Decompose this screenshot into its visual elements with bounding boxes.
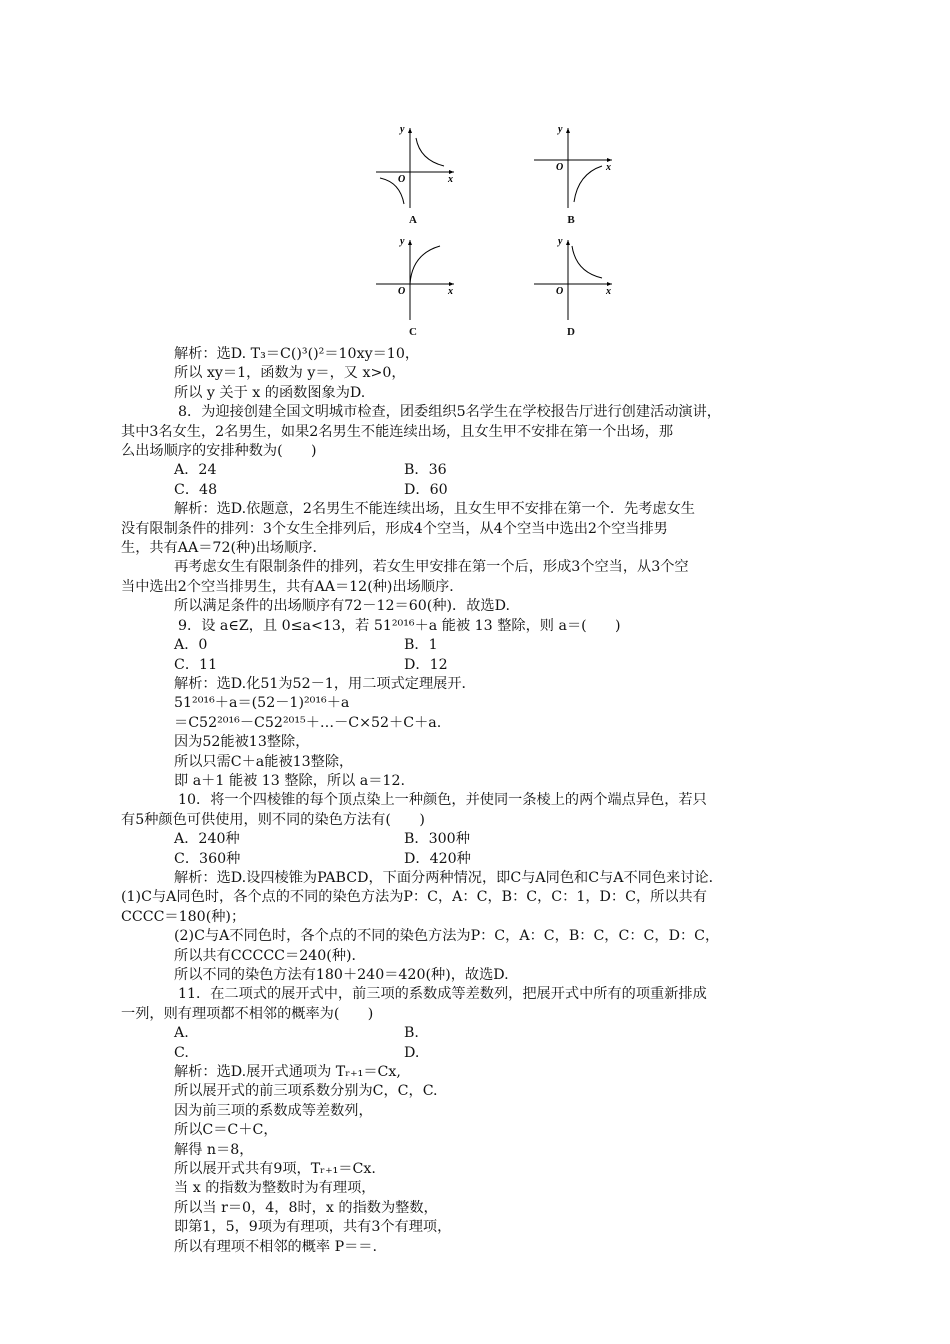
origin-label: O (556, 162, 564, 173)
origin-label: O (398, 286, 406, 297)
q8-solution-line: 再考虑女生有限制条件的排列，若女生甲安排在第一个后，形成3个空当，从3个空 (174, 559, 689, 576)
q11-stem-line: 11．在二项式的展开式中，前三项的系数成等差数列，把展开式中所有的项重新排成 (178, 986, 707, 1003)
figure-d-plot (526, 232, 616, 322)
q11-solution-line: 因为前三项的系数成等差数列， (174, 1102, 373, 1119)
document-body (121, 345, 830, 1257)
q11-stem-line: 一列，则有理项都不相邻的概率为( ) (121, 1005, 374, 1022)
figure-c-label: C (409, 326, 417, 338)
q8-solution-line: 解析：选D.依题意，2名男生不能连续出场，且女生甲不安排在第一个．先考虑女生 (174, 501, 695, 518)
y-axis-label: y (558, 124, 563, 135)
q10-stem-line: 有5种颜色可供使用，则不同的染色方法有( ) (121, 811, 425, 828)
q11-solution-line: 所以当 r＝0，4，8时，x 的指数为整数， (174, 1199, 438, 1216)
q10-option-c: C．360种 (174, 850, 241, 867)
figure-c-plot (368, 232, 458, 322)
q9-solution-line: 解析：选D.化51为52－1，用二项式定理展开． (174, 675, 476, 692)
q11-solution-line: 所以展开式共有9项，Tᵣ₊₁＝Cx. (174, 1161, 376, 1178)
q7-solution-line: 解析：选D. T₃＝C()³()²＝10xy＝10， (174, 346, 420, 362)
figure-d (526, 232, 616, 337)
q9-option-c: C．11 (174, 656, 218, 673)
q9-option-b: B．1 (404, 637, 438, 654)
q11-option-b: B. (404, 1025, 419, 1042)
q8-solution-line: 当中选出2个空当排男生，共有AA＝12(种)出场顺序． (121, 578, 464, 595)
q8-stem-line: 8．为迎接创建全国文明城市检查，团委组织5名学生在学校报告厅进行创建活动演讲， (178, 404, 721, 421)
x-axis-label: x (606, 162, 611, 173)
figure-c (368, 232, 458, 337)
q8-options-row (174, 461, 830, 480)
x-axis-label: x (448, 174, 453, 185)
origin-label: O (398, 174, 406, 185)
q11-solution-line: 所以有理项不相邻的概率 P＝＝. (174, 1238, 378, 1255)
q9-solution-line: 所以只需C＋a能被13整除， (174, 753, 354, 770)
q9-stem: 9．设 a∈Z，且 0≤a<13，若 51²⁰¹⁶＋a 能被 13 整除，则 a＝( ) (178, 617, 621, 634)
figure-b-label: B (567, 214, 575, 226)
q9-options-row (174, 656, 830, 675)
q7-solution-line: 所以 xy＝1，函数为 y＝，又 x>0， (174, 365, 406, 382)
q9-option-a: A．0 (174, 637, 208, 654)
origin-label: O (556, 286, 564, 297)
q10-solution-line: CCCC＝180(种)； (121, 908, 246, 925)
q10-options-row (174, 850, 830, 869)
y-axis-label: y (400, 124, 405, 135)
q11-option-a: A. (174, 1025, 189, 1042)
q7-solution-line: 所以 y 关于 x 的函数图象为D. (174, 384, 366, 401)
q9-options-row (174, 636, 830, 655)
x-axis-label: x (448, 286, 453, 297)
q10-solution-line: (1)C与A同色时，各个点的不同的染色方法为P：C，A：C，B：C，C：1，D：C，所以共有 (121, 889, 707, 906)
q9-solution-line: 因为52能被13整除， (174, 734, 310, 751)
graph-figures (360, 120, 630, 345)
q10-option-b: B．300种 (404, 831, 470, 848)
q10-solution-line: 所以共有CCCCC＝240(种)． (174, 947, 366, 964)
figure-b-plot (526, 120, 616, 210)
q11-option-c: C. (174, 1044, 189, 1061)
y-axis-label: y (400, 236, 405, 247)
q8-stem-line: 么出场顺序的安排种数为( ) (121, 443, 317, 460)
q11-options-row (174, 1044, 830, 1063)
q11-solution-line: 所以C＝C＋C， (174, 1122, 278, 1139)
figure-a-label: A (409, 214, 417, 226)
q8-option-c: C．48 (174, 481, 218, 498)
q8-option-a: A．24 (174, 462, 217, 479)
q8-solution-line: 所以满足条件的出场顺序有72－12＝60(种)．故选D. (174, 598, 510, 615)
q10-solution-line: (2)C与A不同色时，各个点的不同的染色方法为P：C，A：C，B：C，C：C，D：C， (174, 928, 720, 945)
figure-d-label: D (567, 326, 575, 338)
figure-b (526, 120, 616, 225)
q11-solution-line: 所以展开式的前三项系数分别为C，C，C. (174, 1083, 438, 1100)
q10-options-row (174, 830, 830, 849)
q11-solution-line: 解得 n＝8， (174, 1141, 254, 1158)
q8-stem-line: 其中3名女生，2名男生，如果2名男生不能连续出场，且女生甲不安排在第一个出场，那 (121, 423, 674, 440)
q10-option-d: D．420种 (404, 850, 471, 867)
y-axis-label: y (558, 236, 563, 247)
figure-a (368, 120, 458, 225)
q10-solution-line: 解析：选D.设四棱锥为PABCD，下面分两种情况，即C与A同色和C与A不同色来讨论． (174, 869, 723, 886)
q8-option-b: B．36 (404, 462, 447, 479)
q11-solution-line: 当 x 的指数为整数时为有理项， (174, 1180, 376, 1197)
q11-options-row (174, 1024, 830, 1043)
q10-stem-line: 10．将一个四棱锥的每个顶点染上一种颜色，并使同一条棱上的两个端点异色，若只 (178, 792, 707, 809)
q9-solution-line: 即 a＋1 能被 13 整除，所以 a＝12. (174, 772, 405, 789)
q11-solution-line: 解析：选D.展开式通项为 Tᵣ₊₁＝Cx, (174, 1064, 401, 1081)
q9-solution-line: 51²⁰¹⁶＋a＝(52－1)²⁰¹⁶＋a (174, 695, 350, 712)
q9-option-d: D．12 (404, 656, 448, 673)
x-axis-label: x (606, 286, 611, 297)
q11-option-d: D. (404, 1044, 420, 1061)
q8-options-row (174, 481, 830, 500)
figure-a-plot (368, 120, 458, 210)
q9-solution-line: ＝C52²⁰¹⁶－C52²⁰¹⁵＋…－C×52＋C＋a. (174, 714, 442, 731)
q10-option-a: A．240种 (174, 831, 240, 848)
q10-solution-line: 所以不同的染色方法有180＋240＝420(种)，故选D. (174, 967, 509, 983)
q8-solution-line: 生，共有AA＝72(种)出场顺序． (121, 540, 327, 557)
q11-solution-line: 即第1，5，9项为有理项，共有3个有理项， (174, 1219, 452, 1236)
q8-solution-line: 没有限制条件的排列：3个女生全排列后，形成4个空当，从4个空当中选出2个空当排男 (121, 520, 668, 537)
q8-option-d: D．60 (404, 481, 448, 498)
